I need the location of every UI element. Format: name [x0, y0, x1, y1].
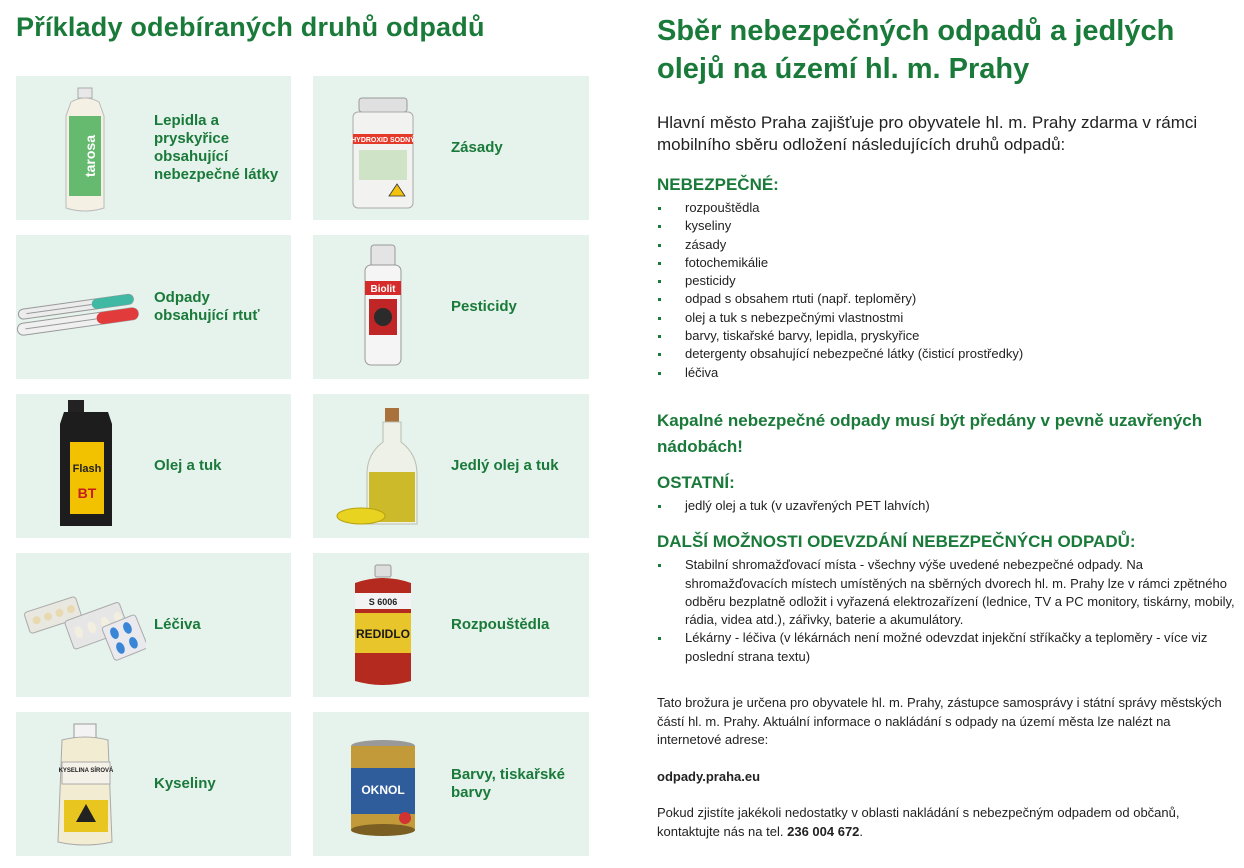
glue-bottle-icon [16, 76, 146, 220]
contact-text: Pokud zjistíte jakékoli nedostatky v oblasti nakládání s nebezpečným odpadem od občanů, kontaktujte nás na tel. [657, 805, 1180, 839]
liquid-waste-warning: Kapalné nebezpečné odpady musí být předány v pevně uzavřených nádobách! [657, 410, 1203, 456]
website-link[interactable]: odpady.praha.eu [657, 768, 761, 784]
card-edible-oil [313, 394, 589, 538]
hazardous-heading: NEBEZPEČNÉ: [657, 175, 779, 194]
list-item: detergenty obsahující nebezpečné látky (čisticí prostředky) [657, 345, 1237, 363]
more-options-heading: DALŠÍ MOŽNOSTI ODEVZDÁNÍ NEBEZPEČNÝCH ODPADŮ: [657, 532, 1136, 552]
list-item: fotochemikálie [657, 254, 1237, 272]
info-column [657, 12, 1237, 841]
list-item: zásady [657, 236, 1237, 254]
acid-bottle-icon [16, 712, 146, 856]
hazardous-list [657, 199, 1237, 382]
pill-blister-icon [16, 553, 146, 697]
waste-examples-grid [16, 76, 589, 856]
list-item: olej a tuk s nebezpečnými vlastnostmi [657, 309, 1237, 327]
edible-oil-bottle-icon [313, 394, 443, 538]
pesticide-spray-icon [313, 235, 443, 379]
image-text: OKNOL [361, 783, 405, 797]
card-label: Zásady [451, 139, 503, 156]
list-item: kyseliny [657, 217, 1237, 235]
card-label: Barvy, tiskařské barvy [451, 766, 565, 801]
list-item: Stabilní shromažďovací místa - všechny výše uvedené nebezpečné odpady. Na shromažďovacích místech umístěných na sběrných dvorech hl. m. Prahy lze v rámci zpětného odběru bezplatně odložit i vyřazená elektrozařízení (lednice, TV a PC monitory, tiskárny, mobily, rádia, videa atd.), zářivky, baterie a akumulátory. [657, 556, 1237, 629]
card-label: Rozpouštědla [451, 616, 550, 633]
list-item: jedlý olej a tuk (v uzavřených PET lahvích) [657, 497, 1237, 515]
intro-text: Hlavní město Praha zajišťuje pro obyvatele hl. m. Prahy zdarma v rámci mobilního sběru odložení následujících druhů odpadů: [657, 113, 1198, 154]
list-item: odpad s obsahem rtuti (např. teploměry) [657, 290, 1237, 308]
other-heading: OSTATNÍ: [657, 472, 735, 492]
contact-note [657, 804, 1237, 841]
card-label: Olej a tuk [154, 457, 222, 474]
card-label: Kyseliny [154, 775, 216, 792]
contact-end: . [859, 823, 864, 839]
other-list [657, 497, 1237, 515]
list-item: rozpouštědla [657, 199, 1237, 217]
image-text: HYDROXID SODNÝ [351, 137, 415, 144]
more-options-list [657, 556, 1237, 666]
oil-canister-icon [16, 394, 146, 538]
image-text: REDIDLO [356, 627, 410, 641]
card-label: Lepidla a pryskyřice obsahující nebezpečné látky [154, 112, 279, 183]
list-item: barvy, tiskařské barvy, lepidla, pryskyřice [657, 327, 1237, 345]
left-title: Příklady odebíraných druhů odpadů [16, 12, 485, 42]
card-glue [16, 76, 291, 220]
card-solvents [313, 553, 589, 697]
card-medicine [16, 553, 291, 697]
card-oil [16, 394, 291, 538]
card-label: Léčiva [154, 616, 201, 633]
card-pesticides [313, 235, 589, 379]
right-title: Sběr nebezpečných odpadů a jedlých olejů na území hl. m. Prahy [657, 15, 1175, 85]
contact-phone: 236 004 672 [787, 823, 860, 839]
card-label: Odpady obsahující rtuť [154, 289, 260, 324]
svg-text:BT: BT [77, 485, 97, 501]
card-label: Pesticidy [451, 298, 517, 315]
card-paints [313, 712, 589, 856]
paint-can-icon [313, 712, 443, 856]
image-text: Biolit [370, 284, 396, 295]
svg-text:tarosa: tarosa [82, 134, 98, 178]
list-item: léčiva [657, 364, 1237, 382]
image-text: KYSELINA SÍROVÁ [58, 768, 114, 774]
image-text: Flash [72, 463, 102, 475]
card-acids [16, 712, 291, 856]
card-alkali [313, 76, 589, 220]
hydroxide-jar-icon [313, 76, 443, 220]
svg-text:S 6006: S 6006 [368, 597, 398, 607]
card-label: Jedlý olej a tuk [451, 457, 559, 474]
list-item: Lékárny - léčiva (v lékárnách není možné odevzdat injekční stříkačky a teploměry - více viz poslední strana textu) [657, 629, 1237, 666]
card-mercury [16, 235, 291, 379]
brochure-note: Tato brožura je určena pro obyvatele hl. m. Prahy, zástupce samosprávy i státní správy městských částí hl. m. Prahy. Aktuální informace o nakládání s odpady na území města lze nalézt na internetové adrese: [657, 695, 1222, 748]
list-item: pesticidy [657, 272, 1237, 290]
solvent-can-icon [313, 553, 443, 697]
thermometer-icon [16, 235, 146, 379]
